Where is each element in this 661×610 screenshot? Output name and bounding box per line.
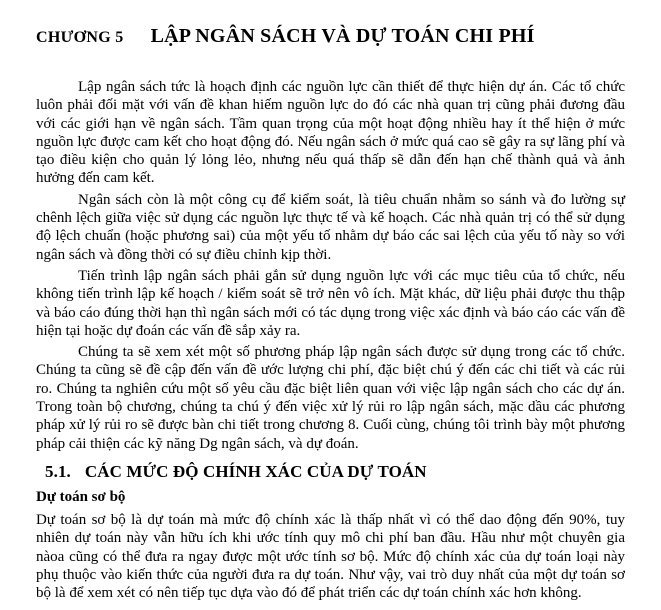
section-number: 5.1. bbox=[45, 461, 71, 481]
chapter-title: LẬP NGÂN SÁCH VÀ DỰ TOÁN CHI PHÍ bbox=[150, 25, 535, 47]
chapter-label: CHƯƠNG 5 bbox=[36, 29, 124, 46]
body-paragraph-1: Lập ngân sách tức là hoạch định các nguồn lực cần thiết để thực hiện dự án. Các tổ chức luôn phải đối mặt với vấn đề khan hiếm nguồn lực do đó các nhà quan trị cũng phải đương đầu với các giới hạn về ngân sách. Tầm quan trọng của một hoạt động nhiều hay ít thể hiện ở mức nguồn lực được cam kết cho hoạt động đó. Nếu ngân sách ở mức quá cao sẽ gây ra sự lãng phí và tạo điều kiện cho quản lý lỏng lẻo, nhưng nếu quá thấp sẽ dẫn đến hạn chế thành quả và ảnh hưởng đến cam kết. bbox=[36, 79, 625, 187]
subsection-heading: Dự toán sơ bộ bbox=[36, 488, 126, 505]
body-paragraph-4: Chúng ta sẽ xem xét một số phương pháp lập ngân sách được sử dụng trong các tổ chức. Chúng ta cũng sẽ đề cập đến vấn đề ước lượng chi phí, đặc biệt chú ý đến các chi tiết và các rủi ro. Chúng ta nghiên cứu một số yêu cầu đặc biệt liên quan với việc lập ngân sách cho các dự án. Trong toàn bộ chương, chúng ta chú ý đến việc xử lý rủi ro lập ngân sách, mặc dầu các phương pháp xử lý rủi ro sẽ được bàn chi tiết trong chương 8. Cuối cùng, chúng tôi trình bày một phương pháp cải thiện các kỹ năng Dg ngân sách, và dự đoán. bbox=[36, 344, 625, 452]
chapter-header bbox=[36, 25, 625, 48]
body-paragraph-5: Dự toán sơ bộ là dự toán mà mức độ chính xác là thấp nhất vì có thể dao động đến 90%, tuy nhiên dự toán này vẫn hữu ích khi ước tính quy mô chi phí ban đầu. Hầu như một chuyên gia nàoa cũng có thể đưa ra ngay được một ước tính sơ bộ. Mức độ chính xác của dự toán loại này phụ thuộc vào kiến thức của người đưa ra dự toán. Như vậy, vai trò duy nhất của một dự toán sơ bộ là để xem xét có nên tiếp tục dựa vào đó để phát triển các dự toán chính xác hơn không. bbox=[36, 511, 625, 602]
body-paragraph-2: Ngân sách còn là một công cụ để kiểm soát, là tiêu chuẩn nhằm so sánh và đo lường sự chênh lệch giữa việc sử dụng các nguồn lực thực tế và kế hoạch. Các nhà quản trị có thể sử dụng độ lệch chuẩn (hoặc phương sai) của một yếu tố nhằm dự báo các sai lệch của yếu tố này so với ngân sách và đồng thời có sự điều chỉnh kịp thời. bbox=[36, 191, 625, 263]
section-heading bbox=[45, 462, 625, 482]
section-title: CÁC MỨC ĐỘ CHÍNH XÁC CỦA DỰ TOÁN bbox=[84, 461, 427, 481]
body-paragraph-3: Tiến trình lập ngân sách phải gắn sử dụng nguồn lực với các mục tiêu của tổ chức, nếu không tiến trình lập kế hoạch / kiểm soát sẽ trở nên vô ích. Mặt khác, dữ liệu phải được thu thập và báo cáo đúng thời hạn thì ngân sách mới có tác dụng trong việc xác định và báo cáo các vấn đề hiện tại hoặc dự đoán các vấn đề sắp xảy ra. bbox=[36, 267, 625, 339]
